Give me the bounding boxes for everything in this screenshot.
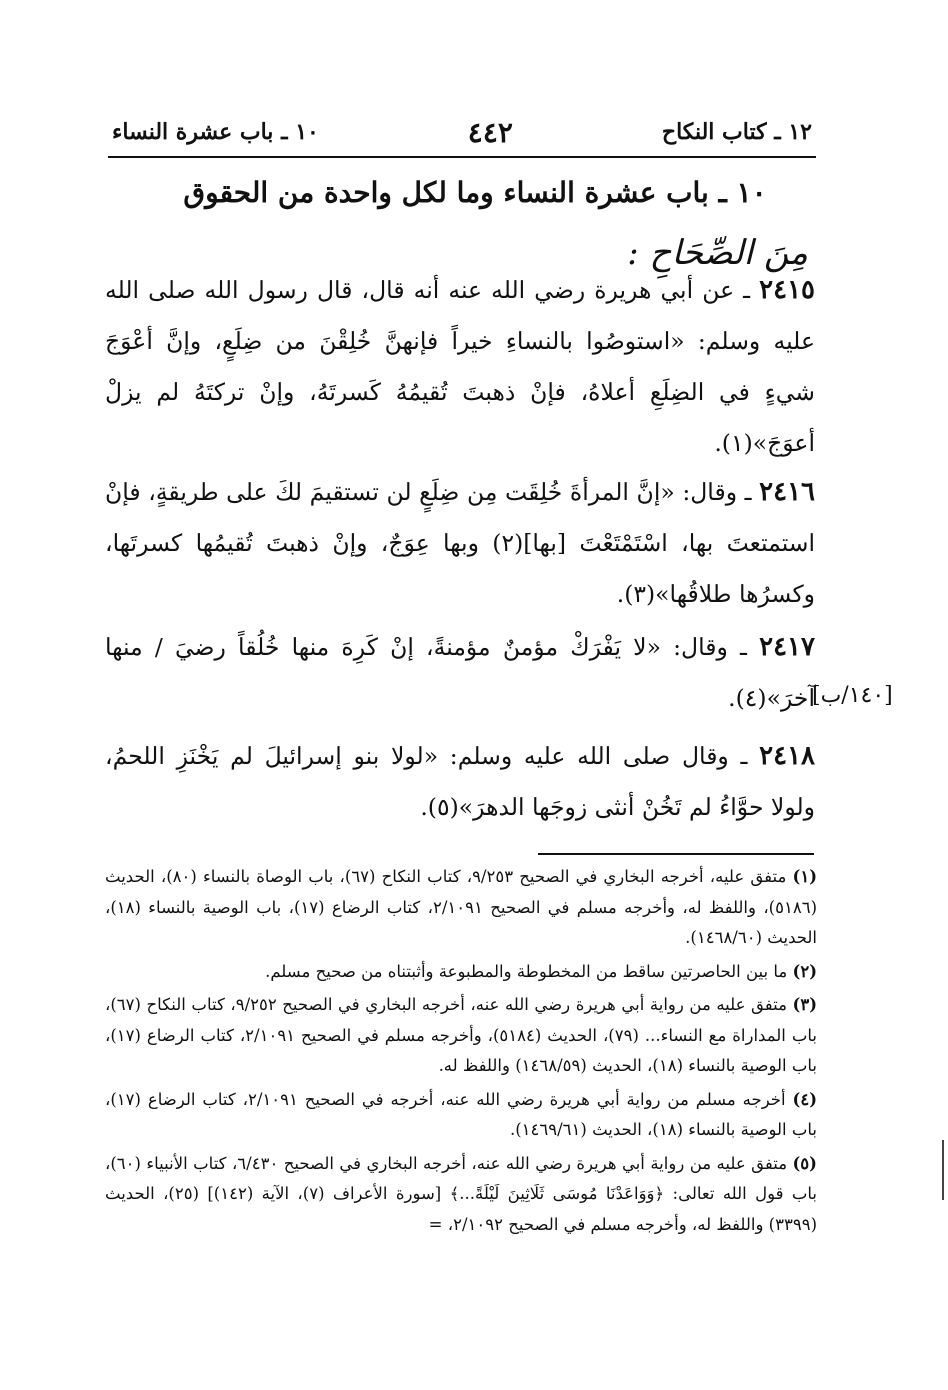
manuscript-folio-ref: [١٤٠/ب]	[812, 683, 893, 708]
header-chapter-title: ١٠ ـ باب عشرة النساء	[112, 119, 319, 145]
footnote-number: (٣)	[792, 995, 818, 1014]
hadith-2415	[105, 265, 815, 469]
chapter-title: ١٠ ـ باب عشرة النساء وما لكل واحدة من الحقوق	[183, 176, 767, 209]
hadith-text: ـ وقال: «إنَّ المرأةَ خُلِقَت مِن ضِلَعٍ لن تستقيمَ لكَ على طريقةٍ، فإنْ استمتعتَ بها، اسْتَمْتَعْتَ [بها](٢) وبها عِوَجٌ، وإنْ ذهبتَ تُقيمُها كسرتَها، وكسرُها طلاقُها»(٣).	[105, 478, 816, 608]
running-header	[112, 112, 812, 152]
footnote-number: (٥)	[792, 1153, 817, 1173]
header-rule	[108, 156, 816, 158]
footnote-1	[105, 862, 817, 954]
scan-edge-mark	[942, 1140, 944, 1200]
footnote-text: متفق عليه، أخرجه البخاري في الصحيح ٩/٢٥٣، كتاب النكاح (٦٧)، باب الوصاة بالنساء (٨٠)، الحديث (٥١٨٦)، واللفظ له، وأخرجه مسلم في الصحيح ٢/١٠٩١، كتاب الرضاع (١٧)، باب الوصية بالنساء (١٨)، الحديث (١٤٦٨/٦٠).	[105, 867, 817, 947]
page-number: ٤٤٢	[467, 115, 513, 149]
footnote-text: ما بين الحاصرتين ساقط من المخطوطة والمطبوعة وأثبتناه من صحيح مسلم.	[265, 961, 788, 981]
footnotes	[105, 862, 817, 1243]
hadith-text: ـ وقال: «لا يَفْرَكْ مؤمنٌ مؤمنةً، إنْ كَرِهَ منها خُلُقاً رضيَ / منها آخرَ»(٤).	[105, 633, 815, 712]
footnote-5	[105, 1149, 817, 1241]
hadith-2416	[105, 467, 815, 620]
hadith-text: ـ عن أبي هريرة رضي الله عنه أنه قال، قال رسول الله صلى الله عليه وسلم: «استوصُوا بالنساءِ خيراً فإنهنَّ خُلِقْنَ من ضِلَعٍ، وإنَّ أعْوَجَ شيءٍ في الضِلَعِ أعلاهُ، فإنْ ذهبتَ تُقيمُهُ كَسرتَهُ، وإنْ تركتَهُ لم يزلْ أعوَجَ»(١).	[105, 276, 815, 457]
hadith-text: ـ وقال صلى الله عليه وسلم: «لولا بنو إسرائيلَ لم يَخْنَزِ اللحمُ، ولولا حوَّاءُ لم تَخُنْ أنثى زوجَها الدهرَ»(٥).	[105, 742, 815, 821]
header-book-title: ١٢ ـ كتاب النكاح	[661, 119, 812, 145]
hadith-number: ٢٤١٧	[759, 632, 815, 662]
section-label: مِنَ الصِّحَاحِ :	[627, 233, 808, 273]
hadith-number: ٢٤١٦	[759, 477, 815, 507]
footnote-number: (١)	[792, 867, 817, 886]
footnote-text: أخرجه مسلم من رواية أبي هريرة رضي الله عنه، أخرجه في الصحيح ٢/١٠٩١، كتاب الرضاع (١٧)، باب الوصية بالنساء (١٨)، الحديث (١٤٦٩/٦١).	[105, 1089, 817, 1139]
footnote-number: (٤)	[792, 1089, 818, 1109]
hadith-2417	[105, 622, 815, 724]
footnote-text: متفق عليه من رواية أبي هريرة رضي الله عنه، أخرجه البخاري في الصحيح ٩/٢٥٢، كتاب النكاح (٦٧)، باب المداراة مع النساء... (٧٩)، الحديث (٥١٨٤)، وأخرجه مسلم في الصحيح ٢/١٠٩١، كتاب الرضاع (١٧)، باب الوصية بالنساء (١٨)، الحديث (١٤٦٨/٥٩) واللفظ له.	[105, 995, 817, 1075]
footnote-3	[105, 990, 817, 1082]
hadith-2418	[105, 731, 815, 833]
hadith-number: ٢٤١٥	[759, 275, 815, 305]
footnote-text: متفق عليه من رواية أبي هريرة رضي الله عنه، أخرجه البخاري في الصحيح ٦/٤٣٠، كتاب الأنبياء (٦٠)، باب قول الله تعالى: ﴿وَوَاعَدْنَا مُوسَى ثَلَاثِينَ لَيْلَةً...﴾ [سورة الأعراف (٧)، الآية (١٤٢)] (٢٥)، الحديث (٣٣٩٩) واللفظ له، وأخرجه مسلم في الصحيح ٢/١٠٩٢، =	[105, 1153, 817, 1234]
footnote-number: (٢)	[792, 961, 817, 981]
footnote-4	[105, 1085, 817, 1146]
footnote-2	[105, 957, 817, 988]
hadith-number: ٢٤١٨	[759, 741, 815, 771]
footnote-rule	[538, 853, 814, 855]
